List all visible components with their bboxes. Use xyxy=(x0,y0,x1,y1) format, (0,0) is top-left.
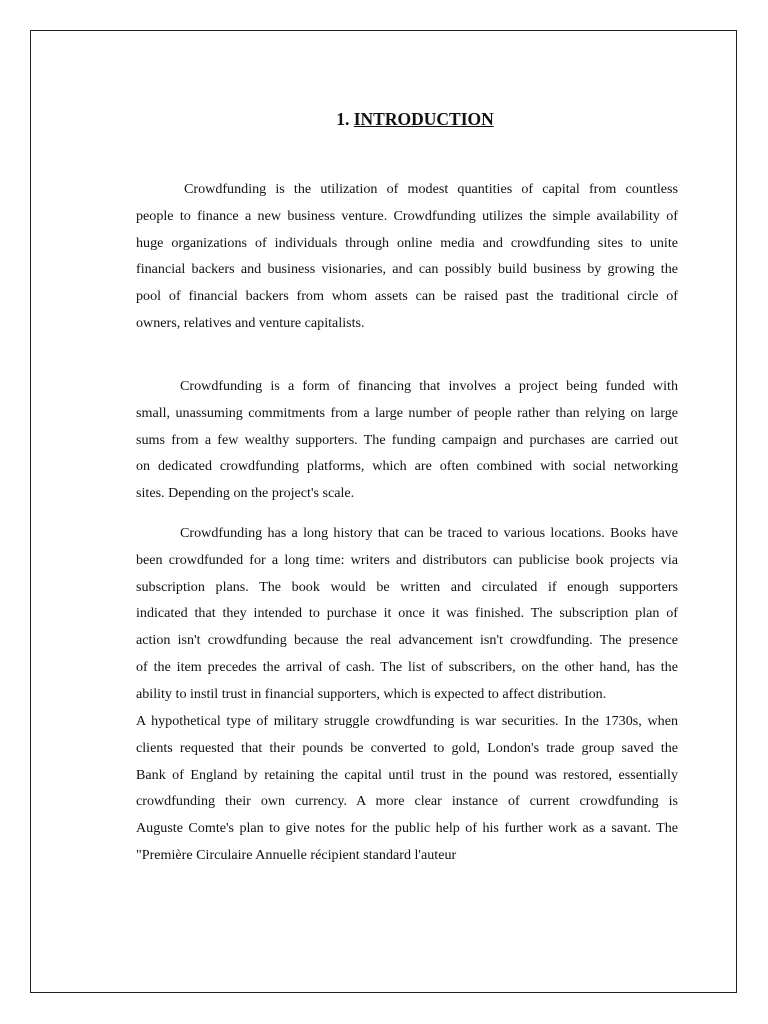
text-line: sites. Depending on the project's scale. xyxy=(136,485,355,502)
text-line: A hypothetical type of military struggle crowdfunding is war securities. In the 1730s, when xyxy=(136,713,678,729)
heading-number: 1. xyxy=(336,109,350,129)
text-line: "Première Circulaire Annuelle récipient standard l'auteur xyxy=(136,846,457,863)
text-line: owners, relatives and venture capitalists. xyxy=(136,314,365,331)
text-line: of the item precedes the arrival of cash. The list of subscribers, on the other hand, has the xyxy=(136,658,678,675)
text-line: Crowdfunding is a form of financing that involves a project being funded with xyxy=(180,378,678,394)
text-line: sums from a few wealthy supporters. The funding campaign and purchases are carried out xyxy=(136,431,678,448)
text-line: pool of financial backers from whom assets can be raised past the traditional circle of xyxy=(136,288,678,305)
text-line: Crowdfunding is the utilization of modest quantities of capital from countless xyxy=(184,181,678,197)
text-line: ability to instil trust in financial supporters, which is expected to affect distribution. xyxy=(136,685,607,702)
text-line: Crowdfunding has a long history that can be traced to various locations. Books have xyxy=(180,525,678,541)
paragraph-war-securities xyxy=(136,708,678,869)
section-heading xyxy=(0,107,768,131)
text-line: financial backers and business visionaries, and can possibly build business by growing the xyxy=(136,261,678,278)
text-line: small, unassuming commitments from a large number of people rather than relying on large xyxy=(136,404,678,421)
text-line: Auguste Comte's plan to give notes for the public help of his further work as a savant. The xyxy=(136,820,678,837)
text-line: indicated that they intended to purchase it once it was finished. The subscription plan of xyxy=(136,605,678,622)
text-line: people to finance a new business venture. Crowdfunding utilizes the simple availability of xyxy=(136,207,678,224)
text-line: huge organizations of individuals through online media and crowdfunding sites to unite xyxy=(136,234,678,251)
paragraph-definition xyxy=(136,176,678,337)
text-line: been crowdfunded for a long time: writers and distributors can publicise book projects via xyxy=(136,551,678,568)
text-line: subscription plans. The book would be written and circulated if enough supporters xyxy=(136,578,678,595)
heading-title: INTRODUCTION xyxy=(353,109,494,129)
paragraph-history xyxy=(136,520,678,708)
text-line: clients requested that their pounds be converted to gold, London's trade group saved the xyxy=(136,739,678,756)
text-line: action isn't crowdfunding because the real advancement isn't crowdfunding. The presence xyxy=(136,632,678,649)
text-line: crowdfunding their own currency. A more clear instance of current crowdfunding is xyxy=(136,793,678,810)
text-line: on dedicated crowdfunding platforms, which are often combined with social networking xyxy=(136,458,678,475)
paragraph-financing xyxy=(136,373,678,507)
text-line: Bank of England by retaining the capital until trust in the pound was restored, essentially xyxy=(136,766,678,783)
